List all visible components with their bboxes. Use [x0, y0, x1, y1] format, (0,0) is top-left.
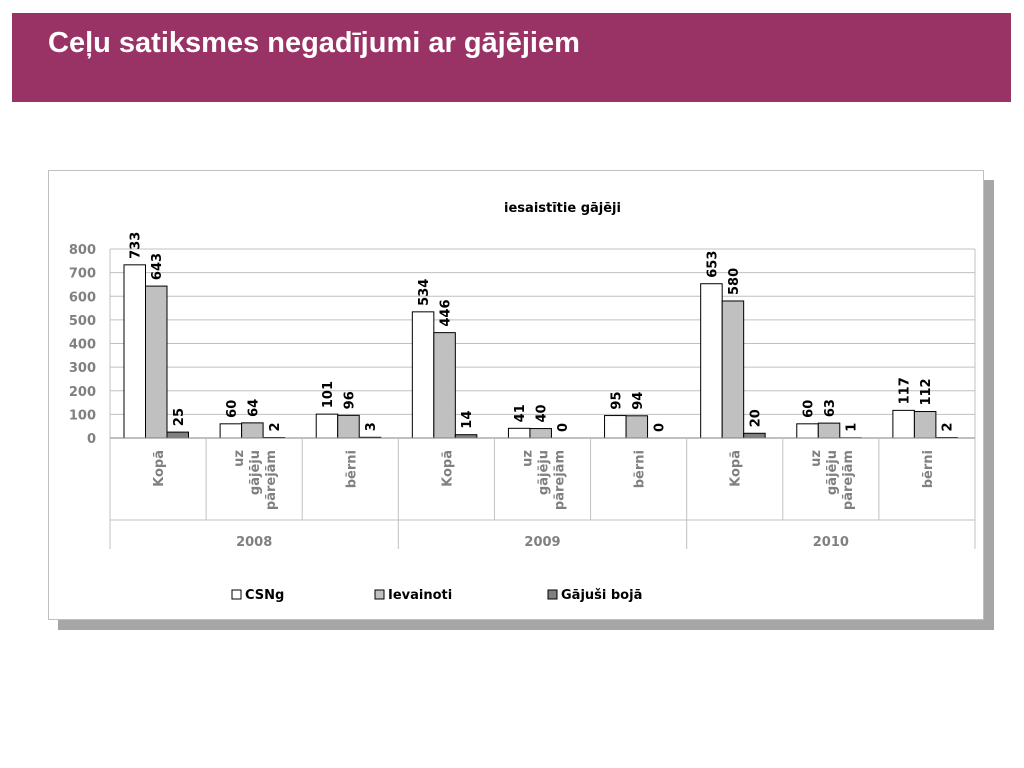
category-label: uz [520, 450, 536, 467]
data-label: 1 [844, 422, 860, 432]
data-label: 0 [652, 422, 668, 432]
data-label: 446 [438, 299, 454, 327]
data-label: 2 [267, 422, 283, 432]
bar-gājuši-bojā [167, 432, 189, 438]
bar-chart [49, 171, 983, 619]
category-label: bērni [632, 450, 648, 489]
category-label: uz [808, 450, 824, 467]
data-label: 117 [897, 377, 913, 405]
chart-frame [48, 170, 984, 620]
bar-ievainoti [530, 429, 552, 438]
y-tick-label: 100 [68, 408, 96, 424]
data-label: 60 [224, 399, 240, 418]
category-label: pārejām [264, 450, 280, 511]
data-label: 64 [246, 398, 262, 417]
bar-ievainoti [146, 286, 168, 438]
category-label: pārejām [840, 450, 856, 511]
bar-gājuši-bojā [744, 433, 766, 438]
data-label: 112 [919, 378, 935, 406]
bar-ievainoti [242, 423, 264, 438]
legend-label: Gājuši bojā [561, 588, 643, 603]
y-tick-label: 500 [68, 313, 96, 329]
data-label: 25 [171, 408, 187, 427]
y-tick-label: 200 [68, 384, 96, 400]
data-label: 653 [705, 250, 721, 278]
data-label: 96 [342, 391, 358, 410]
bar-csng [605, 416, 627, 438]
bar-csng [701, 284, 723, 438]
data-label: 41 [513, 404, 529, 423]
data-label: 643 [150, 252, 166, 281]
bar-ievainoti [722, 301, 744, 438]
page-title: Ceļu satiksmes negadījumi ar gājējiem [48, 27, 580, 59]
category-label: gājēju [248, 450, 264, 496]
legend-label: CSNg [245, 588, 285, 603]
bar-csng [412, 312, 434, 438]
bar-ievainoti [434, 333, 456, 438]
data-label: 580 [726, 267, 742, 295]
chart-title: iesaistītie gājēji [504, 201, 621, 216]
data-label: 101 [320, 380, 336, 409]
data-label: 95 [609, 391, 625, 410]
y-tick-label: 400 [68, 337, 96, 353]
data-label: 534 [417, 278, 433, 306]
y-tick-label: 300 [68, 361, 96, 377]
bar-csng [124, 265, 146, 438]
y-tick-label: 0 [86, 432, 96, 447]
data-label: 94 [630, 391, 646, 410]
data-label: 20 [748, 409, 764, 428]
title-banner [12, 13, 1011, 102]
category-label: bērni [344, 450, 360, 489]
legend-swatch [548, 590, 557, 599]
y-tick-label: 700 [68, 266, 96, 282]
category-label: uz [232, 450, 248, 467]
category-label: gājēju [536, 450, 552, 496]
bar-csng [797, 424, 819, 438]
category-label: Kopā [440, 450, 456, 487]
group-label: 2010 [812, 535, 849, 550]
category-label: pārejām [552, 450, 568, 511]
y-tick-label: 600 [68, 290, 96, 306]
data-label: 14 [460, 410, 476, 429]
y-tick-label: 800 [68, 243, 96, 258]
legend-label: Ievainoti [388, 588, 453, 603]
data-label: 733 [128, 231, 144, 259]
bar-ievainoti [626, 416, 648, 438]
bar-ievainoti [914, 412, 936, 438]
category-label: bērni [920, 450, 936, 489]
bar-csng [316, 414, 338, 438]
group-label: 2009 [524, 535, 561, 550]
category-label: Kopā [152, 450, 168, 487]
data-label: 40 [534, 404, 550, 423]
bar-ievainoti [338, 415, 360, 438]
category-label: Kopā [728, 450, 744, 487]
bar-csng [220, 424, 242, 438]
data-label: 2 [940, 422, 956, 432]
category-label: gājēju [824, 450, 840, 496]
legend-swatch [375, 590, 384, 599]
group-label: 2008 [236, 535, 273, 550]
data-label: 60 [801, 399, 817, 418]
bar-csng [893, 410, 915, 438]
bar-ievainoti [818, 423, 840, 438]
legend-swatch [232, 590, 241, 599]
bar-csng [508, 428, 530, 438]
data-label: 63 [823, 399, 839, 418]
data-label: 3 [363, 422, 379, 432]
data-label: 0 [556, 422, 572, 432]
